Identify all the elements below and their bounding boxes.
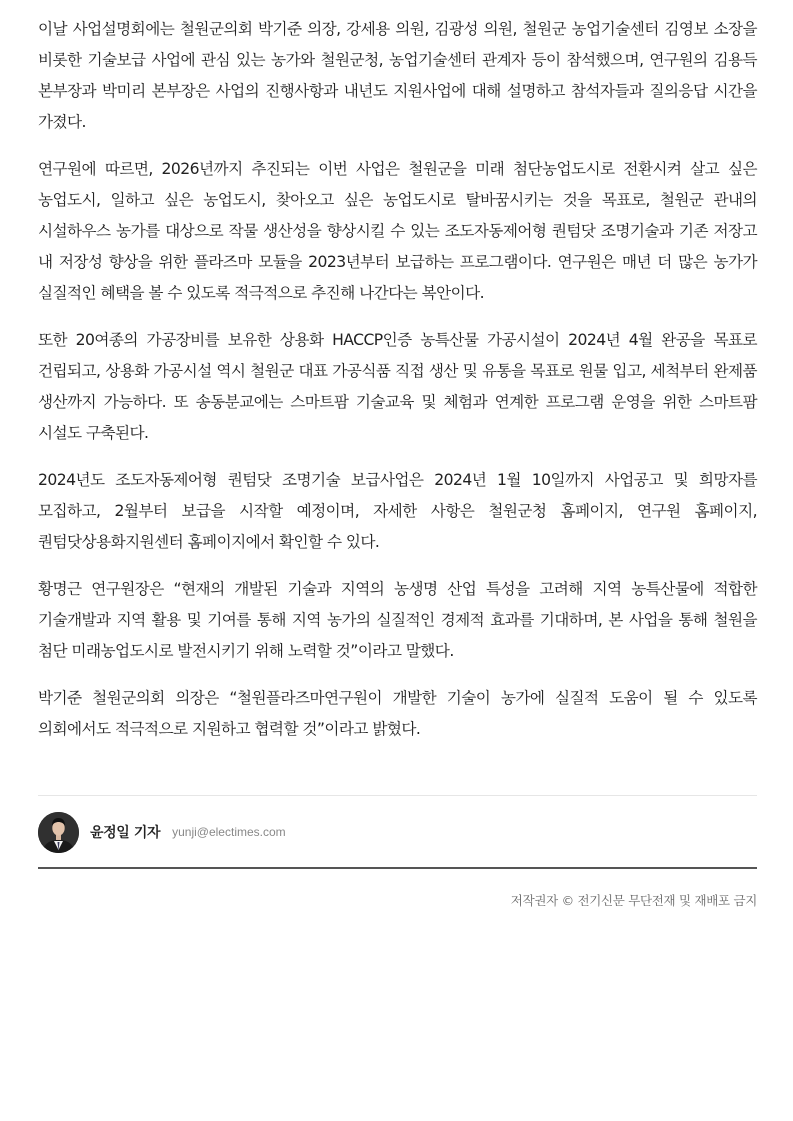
- reporter-portrait-icon: [38, 812, 79, 853]
- article-paragraph: 또한 20여종의 가공장비를 보유한 상용화 HACCP인증 농특산물 가공시설이 2024년 4월 완공을 목표로 건립되고, 상용화 가공시설 역시 철원군 대표 가공식품 직접 생산 및 유통을 목표로 원물 입고, 세척부터 완제품 생산까지 가능하다. 또 송동분교에는 스마트팜 기술교육 및 체험과 연계한 프로그램 운영을 위한 스마트팜 시설도 구축된다.: [38, 331, 757, 442]
- reporter-email[interactable]: yunji@electimes.com: [172, 825, 286, 839]
- article-paragraph: 박기준 철원군의회 의장은 “철원플라즈마연구원이 개발한 기술이 농가에 실질적 도움이 될 수 있도록 의회에서도 적극적으로 지원하고 협력할 것”이라고 밝혔다.: [38, 689, 757, 738]
- reporter-byline: [38, 811, 757, 853]
- byline-divider-bottom: [38, 867, 757, 869]
- article-body: [38, 14, 757, 761]
- reporter-name[interactable]: 윤정일 기자: [90, 825, 161, 841]
- article-paragraph: 연구원에 따르면, 2026년까지 추진되는 이번 사업은 철원군을 미래 첨단농업도시로 전환시켜 살고 싶은 농업도시, 일하고 싶은 농업도시, 찾아오고 싶은 농업도시로 탈바꿈시키는 것을 목표로, 철원군 관내의 시설하우스 농가를 대상으로 작물 생산성을 향상시킬 수 있는 조도자동제어형 퀀텀닷 조명기술과 기존 저장고 내 저장성 향상을 위한 플라즈마 모듈을 2023년부터 보급하는 프로그램이다. 연구원은 매년 더 많은 농가가 실질적인 혜택을 볼 수 있도록 적극적으로 추진해 나간다는 복안이다.: [38, 160, 757, 302]
- copyright-notice: 저작권자 © 전기신문 무단전재 및 재배포 금지: [510, 893, 757, 908]
- article-paragraph: 2024년도 조도자동제어형 퀀텀닷 조명기술 보급사업은 2024년 1월 10일까지 사업공고 및 희망자를 모집하고, 2월부터 보급을 시작할 예정이며, 자세한 사항은 철원군청 홈페이지, 연구원 홈페이지, 퀀텀닷상용화지원센터 홈페이지에서 확인할 수 있다.: [38, 471, 757, 551]
- reporter-avatar[interactable]: [38, 812, 79, 853]
- article-paragraph: 황명근 연구원장은 “현재의 개발된 기술과 지역의 농생명 산업 특성을 고려해 지역 농특산물에 적합한 기술개발과 지역 활용 및 기여를 통해 지역 농가의 실질적인 경제적 효과를 기대하며, 본 사업을 통해 철원을 첨단 미래농업도시로 발전시키기 위해 노력할 것”이라고 말했다.: [38, 580, 757, 660]
- byline-divider-top: [38, 795, 757, 796]
- article-paragraph: 이날 사업설명회에는 철원군의회 박기준 의장, 강세용 의원, 김광성 의원, 철원군 농업기술센터 김영보 소장을 비롯한 기술보급 사업에 관심 있는 농가와 철원군청, 농업기술센터 관계자 등이 참석했으며, 연구원의 김용득 본부장과 박미리 본부장은 사업의 진행사항과 내년도 지원사업에 대해 설명하고 참석자들과 질의응답 시간을 가졌다.: [38, 20, 757, 131]
